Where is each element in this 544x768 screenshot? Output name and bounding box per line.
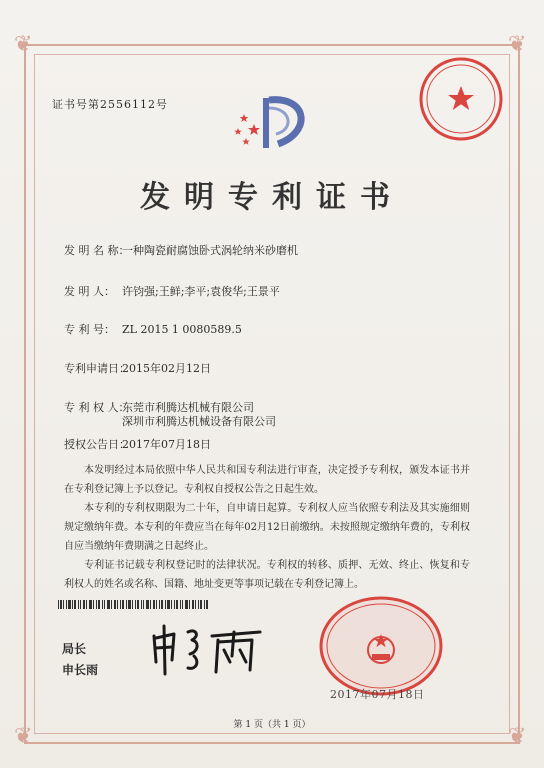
body-paragraph: 本发明经过本局依照中华人民共和国专利法进行审查，决定授予专利权，颁发本证书并在专利登记簿上予以登记。专利权自授权公告之日起生效。: [64, 465, 470, 495]
field-inventors: [64, 284, 280, 299]
official-seal: [316, 594, 446, 698]
field-patentee: [64, 400, 254, 415]
field-value: 许钧强;王鲜;李平;袁俊华;王景平: [122, 285, 280, 298]
field-label: 授权公告日：: [64, 438, 130, 451]
signatory-title: 局长: [62, 642, 87, 656]
field-value: 深圳市利腾达机械设备有限公司: [122, 415, 276, 428]
field-value: 东莞市利腾达机械有限公司: [122, 401, 254, 414]
field-invention-name: [64, 243, 298, 258]
field-patent-number: [64, 322, 242, 337]
field-value: 2015年02月12日: [122, 362, 211, 375]
body-paragraph: 本专利的专利权期限为二十年，自申请日起算。专利权人应当依照专利法及其实施细则规定缴纳年费。本专利的年费应当在每年02月12日前缴纳。未按照规定缴纳年费的，专利权自应当缴纳年费期满之日起终止。: [64, 503, 470, 552]
field-label: 专 利 号：: [64, 323, 115, 336]
seal-date: 2017年07月18日: [330, 688, 425, 701]
field-label: 发 明 名 称：: [64, 244, 130, 257]
corner-ornament: ❦: [508, 724, 527, 749]
corner-ornament: ❦: [508, 32, 527, 57]
field-application-date: [64, 361, 211, 376]
signatory-name: 申长雨: [62, 663, 99, 677]
page-footer: 第 1 页（共 1 页）: [233, 720, 311, 730]
body-paragraph: 专利证书记载专利权登记时的法律状况。专利权的转移、质押、无效、终止、恢复和专利权人的姓名或名称、国籍、地址变更等事项记载在专利登记簿上。: [64, 560, 470, 590]
field-patentee-2: [64, 414, 276, 429]
corner-ornament: ❦: [14, 724, 33, 749]
field-grant-date: [64, 437, 211, 452]
agency-seal: [418, 56, 504, 142]
field-label: 发 明 人：: [64, 285, 115, 298]
patent-office-logo: [230, 92, 320, 154]
field-value: 一种陶瓷耐腐蚀卧式涡轮纳米砂磨机: [122, 244, 298, 257]
barcode: [58, 600, 208, 609]
handwritten-signature: [148, 622, 266, 678]
corner-ornament: ❦: [14, 32, 33, 57]
certificate-body: [64, 461, 470, 594]
field-value: ZL 2015 1 0080589.5: [122, 323, 242, 336]
certificate-title: 发明专利证书: [140, 180, 404, 215]
field-label: 专利申请日：: [64, 362, 130, 375]
field-label: 专 利 权 人：: [64, 401, 130, 414]
certificate-number: 证书号第2556112号: [52, 98, 168, 111]
field-value: 2017年07月18日: [122, 438, 211, 451]
